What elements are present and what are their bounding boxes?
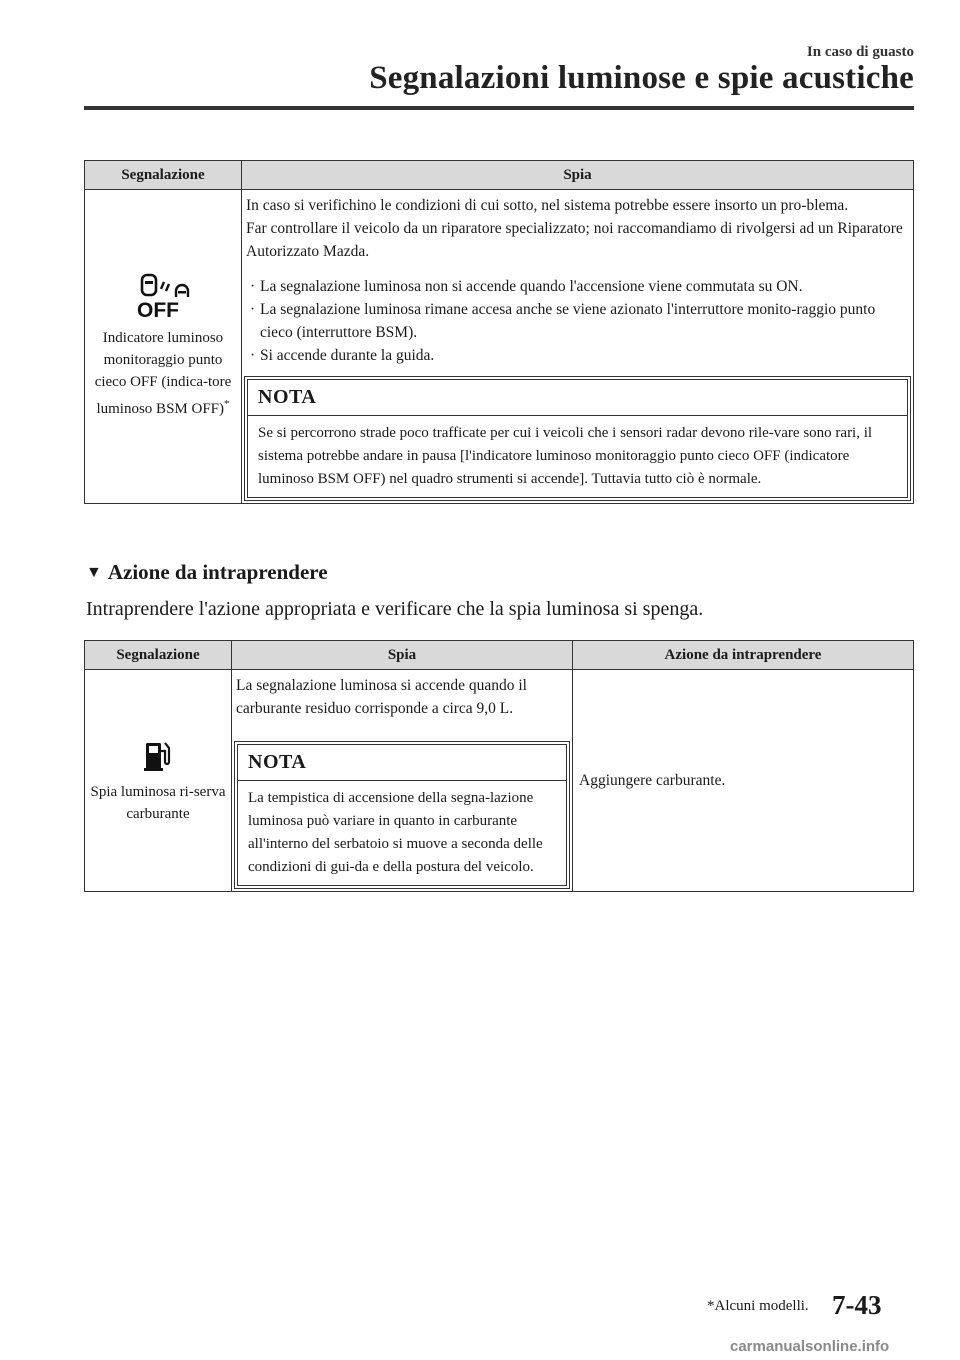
fuel-spia-text: La segnalazione luminosa si accende quando il carburante residuo corrisponde a circa 9,0 L. — [236, 677, 527, 717]
fuel-action-cell — [573, 670, 914, 892]
col-header-signal: Segnalazione — [85, 641, 232, 670]
col-header-spia: Spia — [232, 641, 573, 670]
fuel-action-text: Aggiungere carburante. — [579, 772, 726, 789]
spia-intro-1: In caso si verifichino le condizioni di cui sotto, nel sistema potrebbe essere insorto un pro-blema. — [246, 197, 849, 214]
nota-box — [247, 379, 908, 498]
nota-title: NOTA — [238, 745, 566, 781]
list-item: · La segnalazione luminosa non si accende quando l'accensione viene commutata su ON. — [250, 278, 803, 295]
list-item: · Si accende durante la guida. — [250, 347, 435, 364]
spia-intro-2: Far controllare il veicolo da un riparatore specializzato; noi raccomandiamo di rivolgersi ad un Riparatore Autorizzato Mazda. — [246, 220, 903, 260]
bsm-indicator-cell — [85, 190, 242, 504]
footnote: *Alcuni modelli. — [707, 1298, 809, 1314]
nota-text: Se si percorrono strade poco trafficate per cui i veicoli che i sensori radar devono rile-vare sono rari, il sistema potrebbe andare in pausa [l'indicatore luminoso monitoraggio punto cieco OFF (indicatore luminoso BSM OFF) nel quadro strumenti si accende]. Tuttavia tutto ciò è normale. — [258, 425, 873, 487]
nota-text: La tempistica di accensione della segna-lazione luminosa può variare in quanto in carburante all'interno del serbatoio si muove a seconda delle condizioni di gui-da e della postura del veicolo. — [248, 790, 543, 875]
fuel-reserve-table — [84, 640, 914, 892]
fuel-pump-icon — [140, 737, 176, 773]
bsm-off-table — [84, 160, 914, 504]
fuel-indicator-label: Spia luminosa ri-serva carburante — [90, 783, 226, 822]
list-item: · La segnalazione luminosa rimane accesa anche se viene azionato l'interruttore monito-raggio punto cieco (interruttore BSM). — [250, 301, 876, 341]
section-intro: Intraprendere l'azione appropriata e verificare che la spia luminosa si spenga. — [86, 598, 704, 620]
chapter-kicker: In caso di guasto — [806, 44, 914, 60]
nota-box — [237, 744, 567, 886]
page-title: Segnalazioni luminose e spie acustiche — [369, 60, 914, 96]
bsm-spia-cell — [242, 190, 914, 504]
header-rule — [84, 106, 914, 110]
col-header-spia: Spia — [242, 161, 914, 190]
bsm-off-icon — [133, 273, 193, 321]
section-heading-text: Azione da intraprendere — [107, 560, 328, 584]
triangle-marker-icon: ▼ — [86, 564, 102, 581]
bsm-indicator-label: Indicatore luminoso monitoraggio punto cieco OFF (indica-tore luminoso BSM OFF) — [94, 330, 232, 417]
watermark: carmanualsonline.info — [730, 1338, 890, 1355]
svg-text:OFF: OFF — [137, 299, 179, 321]
fuel-spia-cell — [232, 670, 573, 892]
section-heading — [86, 560, 328, 585]
col-header-signal: Segnalazione — [85, 161, 242, 190]
fuel-indicator-cell — [85, 670, 232, 892]
col-header-action: Azione da intraprendere — [573, 641, 914, 670]
page-number: 7-43 — [832, 1290, 882, 1320]
nota-title: NOTA — [248, 380, 907, 416]
condition-list — [244, 275, 911, 367]
footnote-mark: * — [224, 398, 230, 410]
